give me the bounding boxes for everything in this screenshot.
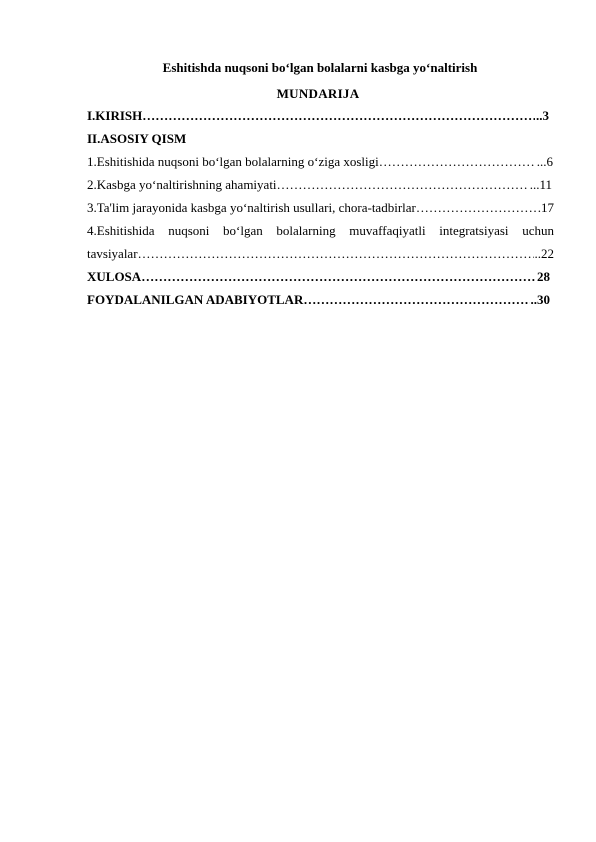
toc-entry-page: ..22: [534, 246, 554, 261]
dot-leader: [303, 288, 529, 311]
toc-entry-label: 3.Ta'lim jarayonida kasbga yo‘naltirish usullari, chora-tadbirlar: [87, 200, 416, 215]
toc-section-label: II.ASOSIY QISM: [87, 131, 187, 146]
toc-entry-2[interactable]: [87, 173, 552, 196]
dot-leader: [138, 242, 534, 265]
toc-entry-3[interactable]: [87, 196, 554, 219]
dot-leader: [141, 265, 536, 288]
document-title: Eshitishda nuqsoni bo‘lgan bolalarni kasbga yo‘naltirish: [162, 60, 478, 75]
toc-entry-4-line1[interactable]: [87, 219, 554, 242]
dot-leader: [416, 196, 537, 219]
toc-entry-references[interactable]: [87, 288, 550, 311]
toc-entry-page: 28: [537, 269, 550, 284]
table-of-contents: [87, 104, 557, 311]
toc-entry-page: ...6: [536, 154, 553, 169]
toc-entry-page: .17: [537, 200, 554, 215]
toc-entry-page: ..30: [530, 292, 550, 307]
toc-entry-1[interactable]: [87, 150, 553, 173]
dot-leader: [379, 150, 536, 173]
toc-entry-label: XULOSA: [87, 269, 142, 284]
toc-word: bolalarning: [276, 223, 336, 238]
toc-word: muvaffaqiyatli: [349, 223, 426, 238]
toc-word: bo‘lgan: [223, 223, 263, 238]
toc-entry-intro[interactable]: [87, 104, 549, 127]
toc-entry-page: ...11: [529, 177, 552, 192]
toc-word: uchun: [522, 223, 554, 238]
toc-entry-label: I.KIRISH: [87, 108, 143, 123]
toc-entry-conclusion[interactable]: [87, 265, 550, 288]
toc-word: integratsiyasi: [439, 223, 509, 238]
toc-entry-label: FOYDALANILGAN ADABIYOTLAR: [87, 292, 304, 307]
dot-leader: [142, 104, 535, 127]
dot-leader: [277, 173, 529, 196]
toc-entry-label: 1.Eshitishida nuqsoni bo‘lgan bolalarning o‘ziga xosligi: [87, 154, 379, 169]
toc-heading: MUNDARIJA: [276, 86, 360, 101]
toc-entry-label: 2.Kasbga yo‘naltirishning ahamiyati: [87, 177, 277, 192]
toc-entry-label: tavsiyalar: [87, 246, 138, 261]
toc-section-heading: [87, 127, 557, 150]
toc-entry-page: ..3: [536, 108, 549, 123]
toc-entry-4-line2[interactable]: [87, 242, 554, 265]
toc-word: 4.Eshitishida: [87, 223, 155, 238]
toc-word: nuqsoni: [168, 223, 210, 238]
